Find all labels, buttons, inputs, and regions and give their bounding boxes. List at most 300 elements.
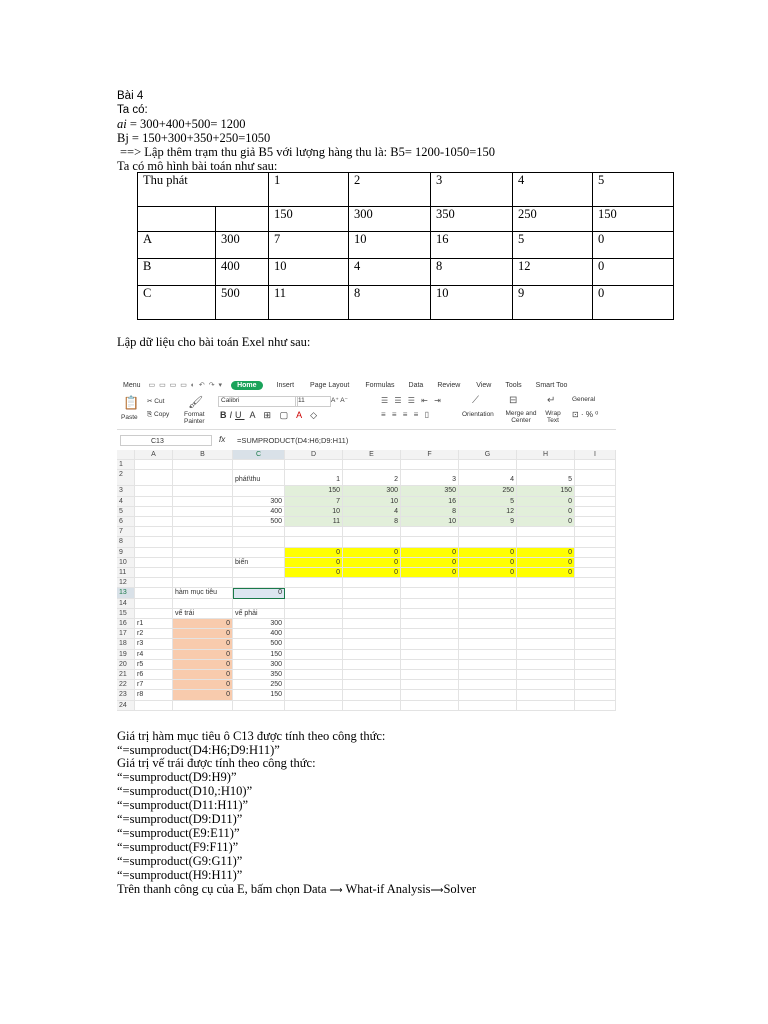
cell-h8[interactable] (517, 537, 575, 547)
cell-d20[interactable] (285, 660, 343, 670)
cell-e24[interactable] (343, 701, 401, 711)
row-header[interactable]: 9 (117, 548, 135, 558)
cell-b1[interactable] (173, 460, 233, 470)
cell-h4[interactable]: 0 (517, 497, 575, 507)
cell-d23[interactable] (285, 690, 343, 700)
cell-f6[interactable]: 10 (401, 517, 459, 527)
cell-c13[interactable]: 0 (233, 588, 285, 598)
tab-insert[interactable]: Insert (276, 381, 295, 389)
cell-d17[interactable] (285, 629, 343, 639)
cell-h17[interactable] (517, 629, 575, 639)
cell-e10[interactable]: 0 (343, 558, 401, 568)
tab-formulas[interactable]: Formulas (365, 381, 395, 389)
cell-g3[interactable]: 250 (459, 486, 517, 496)
cell-i11[interactable] (575, 568, 616, 578)
fx-icon[interactable]: fx (219, 435, 226, 444)
cell-e22[interactable] (343, 680, 401, 690)
cell-c7[interactable] (233, 527, 285, 537)
cell-i10[interactable] (575, 558, 616, 568)
cell-h22[interactable] (517, 680, 575, 690)
cell-i17[interactable] (575, 629, 616, 639)
cell-h21[interactable] (517, 670, 575, 680)
cell-f7[interactable] (401, 527, 459, 537)
cell-b20[interactable]: 0 (173, 660, 233, 670)
cell-d2[interactable]: 1 (285, 470, 343, 486)
cell-a2[interactable] (135, 470, 173, 486)
row-header[interactable]: 17 (117, 629, 135, 639)
cell-d24[interactable] (285, 701, 343, 711)
cell-g14[interactable] (459, 599, 517, 609)
cell-i22[interactable] (575, 680, 616, 690)
row-header[interactable]: 16 (117, 619, 135, 629)
row-header[interactable]: 11 (117, 568, 135, 578)
cell-h16[interactable] (517, 619, 575, 629)
cell-i2[interactable] (575, 470, 616, 486)
cell-a3[interactable] (135, 486, 173, 496)
row-header[interactable]: 18 (117, 639, 135, 649)
cell-f23[interactable] (401, 690, 459, 700)
row-header[interactable]: 4 (117, 497, 135, 507)
cell-h3[interactable]: 150 (517, 486, 575, 496)
cell-a21[interactable]: r6 (135, 670, 173, 680)
cell-i1[interactable] (575, 460, 616, 470)
cell-e9[interactable]: 0 (343, 548, 401, 558)
cell-g1[interactable] (459, 460, 517, 470)
row-header[interactable]: 13 (117, 588, 135, 598)
row-header[interactable]: 15 (117, 609, 135, 619)
cell-f15[interactable] (401, 609, 459, 619)
cell-d22[interactable] (285, 680, 343, 690)
cell-h13[interactable] (517, 588, 575, 598)
cell-h10[interactable]: 0 (517, 558, 575, 568)
cell-f20[interactable] (401, 660, 459, 670)
cell-c3[interactable] (233, 486, 285, 496)
cell-h23[interactable] (517, 690, 575, 700)
cell-b16[interactable]: 0 (173, 619, 233, 629)
row-header[interactable]: 14 (117, 599, 135, 609)
copy-label: Copy (154, 411, 170, 418)
number-format-icons[interactable]: ⊡ · % ⁰ (572, 410, 599, 419)
cell-f13[interactable] (401, 588, 459, 598)
cell-a19[interactable]: r4 (135, 650, 173, 660)
cell-d16[interactable] (285, 619, 343, 629)
cell-i5[interactable] (575, 507, 616, 517)
orientation-button[interactable]: Orientation (462, 411, 494, 418)
paste-icon[interactable]: 📋 (123, 395, 140, 410)
cell-i14[interactable] (575, 599, 616, 609)
row-header[interactable]: 12 (117, 578, 135, 588)
cell-f1[interactable] (401, 460, 459, 470)
cell-b14[interactable] (173, 599, 233, 609)
cell-h5[interactable]: 0 (517, 507, 575, 517)
cell-i13[interactable] (575, 588, 616, 598)
cell-i12[interactable] (575, 578, 616, 588)
cell-f16[interactable] (401, 619, 459, 629)
tab-smart-tools[interactable]: Smart Too (535, 381, 568, 389)
cell-f21[interactable] (401, 670, 459, 680)
cell-a5[interactable] (135, 507, 173, 517)
tab-page-layout[interactable]: Page Layout (310, 381, 350, 389)
cell-e21[interactable] (343, 670, 401, 680)
cell-a7[interactable] (135, 527, 173, 537)
cell-a1[interactable] (135, 460, 173, 470)
column-header-h[interactable]: H (517, 450, 575, 460)
cell-d1[interactable] (285, 460, 343, 470)
cell-d4[interactable]: 7 (285, 497, 343, 507)
cell-a8[interactable] (135, 537, 173, 547)
cell-b23[interactable]: 0 (173, 690, 233, 700)
wrap-text-button[interactable]: Wrap Text (545, 410, 561, 424)
cell-e20[interactable] (343, 660, 401, 670)
cell-c8[interactable] (233, 537, 285, 547)
cell-g23[interactable] (459, 690, 517, 700)
model-row (138, 207, 674, 232)
format-painter-icon[interactable]: 🖌 (188, 395, 204, 409)
copy-button[interactable] (147, 411, 169, 419)
cell-f3[interactable]: 350 (401, 486, 459, 496)
cell-f17[interactable] (401, 629, 459, 639)
align-top-icons[interactable]: ☰ ☰ ☰ ⇤ ⇥ (381, 396, 443, 405)
tab-review[interactable]: Review (437, 381, 461, 389)
cell-b2[interactable] (173, 470, 233, 486)
cell-g8[interactable] (459, 537, 517, 547)
model-cell: 9 (513, 286, 593, 320)
cell-g10[interactable]: 0 (459, 558, 517, 568)
cell-c14[interactable] (233, 599, 285, 609)
cell-d18[interactable] (285, 639, 343, 649)
cell-h20[interactable] (517, 660, 575, 670)
cell-f9[interactable]: 0 (401, 548, 459, 558)
cell-a15[interactable] (135, 609, 173, 619)
cell-e2[interactable]: 2 (343, 470, 401, 486)
model-cell (138, 207, 216, 232)
cell-f10[interactable]: 0 (401, 558, 459, 568)
cell-b9[interactable] (173, 548, 233, 558)
column-header-a[interactable]: A (135, 450, 173, 460)
cell-b10[interactable] (173, 558, 233, 568)
cell-b4[interactable] (173, 497, 233, 507)
cell-b18[interactable]: 0 (173, 639, 233, 649)
cell-g16[interactable] (459, 619, 517, 629)
cell-a14[interactable] (135, 599, 173, 609)
formula-bar (117, 434, 616, 448)
cut-button[interactable] (147, 397, 164, 405)
font-style-buttons[interactable]: BIU A ⊞ ▢ A ◇ (220, 410, 321, 420)
column-header-b[interactable]: B (173, 450, 233, 460)
format-painter-button[interactable]: Format Painter (184, 411, 205, 425)
cell-h7[interactable] (517, 527, 575, 537)
row-header[interactable]: 22 (117, 680, 135, 690)
cell-g21[interactable] (459, 670, 517, 680)
wrap-icon[interactable]: ↵ (547, 395, 556, 406)
cell-g20[interactable] (459, 660, 517, 670)
cell-i21[interactable] (575, 670, 616, 680)
cell-e16[interactable] (343, 619, 401, 629)
left-side-note: Giá trị vế trái được tính theo công thức: (117, 756, 316, 770)
cell-c22[interactable]: 250 (233, 680, 285, 690)
cell-b21[interactable]: 0 (173, 670, 233, 680)
column-header-d[interactable]: D (285, 450, 343, 460)
cell-i7[interactable] (575, 527, 616, 537)
column-header-c[interactable]: C (233, 450, 285, 460)
column-header-i[interactable]: I (575, 450, 616, 460)
cell-i20[interactable] (575, 660, 616, 670)
cell-f19[interactable] (401, 650, 459, 660)
cell-e13[interactable] (343, 588, 401, 598)
cell-d9[interactable]: 0 (285, 548, 343, 558)
cell-h24[interactable] (517, 701, 575, 711)
cell-i6[interactable] (575, 517, 616, 527)
font-grow-shrink-icons[interactable]: A⁺ A⁻ (331, 397, 348, 404)
cell-h19[interactable] (517, 650, 575, 660)
cell-g17[interactable] (459, 629, 517, 639)
model-cell: 8 (349, 286, 431, 320)
cell-a13[interactable] (135, 588, 173, 598)
cell-f8[interactable] (401, 537, 459, 547)
cell-b7[interactable] (173, 527, 233, 537)
cell-i18[interactable] (575, 639, 616, 649)
cell-c17[interactable]: 400 (233, 629, 285, 639)
cell-b5[interactable] (173, 507, 233, 517)
cell-e11[interactable]: 0 (343, 568, 401, 578)
cell-f24[interactable] (401, 701, 459, 711)
cell-e7[interactable] (343, 527, 401, 537)
cell-b19[interactable]: 0 (173, 650, 233, 660)
cell-a4[interactable] (135, 497, 173, 507)
row-header[interactable]: 5 (117, 507, 135, 517)
cell-g22[interactable] (459, 680, 517, 690)
number-format-select[interactable]: General (572, 396, 596, 403)
cell-i8[interactable] (575, 537, 616, 547)
formula-line: “=sumproduct(D9:H9)” (117, 770, 237, 784)
row-header[interactable]: 3 (117, 486, 135, 496)
row-header[interactable]: 1 (117, 460, 135, 470)
cell-i24[interactable] (575, 701, 616, 711)
cell-d11[interactable]: 0 (285, 568, 343, 578)
cell-h15[interactable] (517, 609, 575, 619)
sheet-row-3 (117, 486, 616, 496)
column-header-e[interactable]: E (343, 450, 401, 460)
cell-c2[interactable]: phát\thu (233, 470, 285, 486)
cell-g19[interactable] (459, 650, 517, 660)
row-header[interactable]: 19 (117, 650, 135, 660)
row-header[interactable]: 10 (117, 558, 135, 568)
cell-c15[interactable]: vế phải (233, 609, 285, 619)
cell-f4[interactable]: 16 (401, 497, 459, 507)
cell-e4[interactable]: 10 (343, 497, 401, 507)
cell-c20[interactable]: 300 (233, 660, 285, 670)
cell-d6[interactable]: 11 (285, 517, 343, 527)
cell-d13[interactable] (285, 588, 343, 598)
cell-g12[interactable] (459, 578, 517, 588)
cell-f22[interactable] (401, 680, 459, 690)
cell-d12[interactable] (285, 578, 343, 588)
cell-f14[interactable] (401, 599, 459, 609)
paste-button[interactable]: Paste (121, 414, 138, 421)
cell-g11[interactable]: 0 (459, 568, 517, 578)
model-cell: 500 (216, 286, 269, 320)
cell-g4[interactable]: 5 (459, 497, 517, 507)
merge-icon[interactable]: ⊟ (509, 395, 518, 406)
column-header-g[interactable]: G (459, 450, 517, 460)
cell-c23[interactable]: 150 (233, 690, 285, 700)
cell-c19[interactable]: 150 (233, 650, 285, 660)
quick-access-icons[interactable]: ▭ ▭ ▭ ▭ ◐ ↶ ↷ ▾ (148, 382, 224, 389)
cell-d14[interactable] (285, 599, 343, 609)
row-header[interactable]: 8 (117, 537, 135, 547)
cell-c18[interactable]: 500 (233, 639, 285, 649)
row-header[interactable]: 21 (117, 670, 135, 680)
cell-a10[interactable] (135, 558, 173, 568)
model-cell: 150 (593, 207, 674, 232)
cell-b17[interactable]: 0 (173, 629, 233, 639)
cell-h2[interactable]: 5 (517, 470, 575, 486)
font-family-select[interactable]: Calibri (218, 396, 298, 407)
cell-i9[interactable] (575, 548, 616, 558)
cell-c11[interactable] (233, 568, 285, 578)
cell-d21[interactable] (285, 670, 343, 680)
cell-c24[interactable] (233, 701, 285, 711)
cell-b6[interactable] (173, 517, 233, 527)
cell-i15[interactable] (575, 609, 616, 619)
cell-e3[interactable]: 300 (343, 486, 401, 496)
tab-tools[interactable]: Tools (505, 381, 522, 389)
cell-b13[interactable]: hàm mục tiêu (173, 588, 233, 598)
cell-c9[interactable] (233, 548, 285, 558)
cell-g6[interactable]: 9 (459, 517, 517, 527)
cell-b11[interactable] (173, 568, 233, 578)
cell-a11[interactable] (135, 568, 173, 578)
model-cell: 8 (431, 259, 513, 286)
cell-c6[interactable]: 500 (233, 517, 285, 527)
formula-input[interactable]: =SUMPRODUCT(D4:H6;D9:H11) (237, 436, 349, 445)
orientation-icon[interactable]: ⟋ (472, 395, 479, 406)
cell-c5[interactable]: 400 (233, 507, 285, 517)
cell-b22[interactable]: 0 (173, 680, 233, 690)
cell-g2[interactable]: 4 (459, 470, 517, 486)
cell-a20[interactable]: r5 (135, 660, 173, 670)
row-header[interactable]: 20 (117, 660, 135, 670)
cell-e6[interactable]: 8 (343, 517, 401, 527)
cell-h9[interactable]: 0 (517, 548, 575, 558)
cell-d7[interactable] (285, 527, 343, 537)
cell-d10[interactable]: 0 (285, 558, 343, 568)
tab-home[interactable]: Home (231, 381, 262, 390)
column-header-f[interactable]: F (401, 450, 459, 460)
cell-h12[interactable] (517, 578, 575, 588)
tab-view[interactable]: View (476, 381, 492, 389)
ai-sum-line (117, 117, 246, 131)
cell-a12[interactable] (135, 578, 173, 588)
cell-d5[interactable]: 10 (285, 507, 343, 517)
cell-g5[interactable]: 12 (459, 507, 517, 517)
cell-e5[interactable]: 4 (343, 507, 401, 517)
cell-g7[interactable] (459, 527, 517, 537)
cell-i16[interactable] (575, 619, 616, 629)
cell-e15[interactable] (343, 609, 401, 619)
cell-b24[interactable] (173, 701, 233, 711)
menu-item[interactable]: Menu (123, 381, 141, 389)
cell-a6[interactable] (135, 517, 173, 527)
tab-data[interactable]: Data (408, 381, 424, 389)
cell-f5[interactable]: 8 (401, 507, 459, 517)
cell-e1[interactable] (343, 460, 401, 470)
cell-h18[interactable] (517, 639, 575, 649)
cell-d15[interactable] (285, 609, 343, 619)
cell-e14[interactable] (343, 599, 401, 609)
cell-f11[interactable]: 0 (401, 568, 459, 578)
select-all-corner[interactable] (117, 450, 135, 460)
cell-a24[interactable] (135, 701, 173, 711)
cell-b15[interactable]: vế trái (173, 609, 233, 619)
cell-f2[interactable]: 3 (401, 470, 459, 486)
cell-a23[interactable]: r8 (135, 690, 173, 700)
model-cell: 250 (513, 207, 593, 232)
cell-e12[interactable] (343, 578, 401, 588)
cell-h6[interactable]: 0 (517, 517, 575, 527)
cell-c16[interactable]: 300 (233, 619, 285, 629)
cell-c12[interactable] (233, 578, 285, 588)
cell-g15[interactable] (459, 609, 517, 619)
cell-a22[interactable]: r7 (135, 680, 173, 690)
cell-c1[interactable] (233, 460, 285, 470)
cell-g24[interactable] (459, 701, 517, 711)
cell-i3[interactable] (575, 486, 616, 496)
row-header[interactable]: 24 (117, 701, 135, 711)
cell-b3[interactable] (173, 486, 233, 496)
cell-g13[interactable] (459, 588, 517, 598)
merge-center-button[interactable]: Merge and Center (505, 410, 537, 424)
cell-b12[interactable] (173, 578, 233, 588)
cell-a17[interactable]: r2 (135, 629, 173, 639)
cell-c10[interactable]: biến (233, 558, 285, 568)
cell-g18[interactable] (459, 639, 517, 649)
name-box[interactable]: C13 (120, 435, 212, 446)
cell-d3[interactable]: 150 (285, 486, 343, 496)
arrow-icon: ⟶ (329, 885, 343, 895)
cell-b8[interactable] (173, 537, 233, 547)
cell-i19[interactable] (575, 650, 616, 660)
cell-g9[interactable]: 0 (459, 548, 517, 558)
cell-f12[interactable] (401, 578, 459, 588)
row-header[interactable]: 23 (117, 690, 135, 700)
row-header[interactable]: 2 (117, 470, 135, 486)
cell-h11[interactable]: 0 (517, 568, 575, 578)
cell-c21[interactable]: 350 (233, 670, 285, 680)
align-bottom-icons[interactable]: ≡ ≡ ≡ ≡ ▯ (381, 410, 431, 419)
row-header[interactable]: 6 (117, 517, 135, 527)
cell-e17[interactable] (343, 629, 401, 639)
cell-h14[interactable] (517, 599, 575, 609)
cell-f18[interactable] (401, 639, 459, 649)
cell-e8[interactable] (343, 537, 401, 547)
cell-d19[interactable] (285, 650, 343, 660)
cell-i4[interactable] (575, 497, 616, 507)
cell-c4[interactable]: 300 (233, 497, 285, 507)
cell-e23[interactable] (343, 690, 401, 700)
cell-a16[interactable]: r1 (135, 619, 173, 629)
cell-h1[interactable] (517, 460, 575, 470)
cell-e18[interactable] (343, 639, 401, 649)
cell-i23[interactable] (575, 690, 616, 700)
row-header[interactable]: 7 (117, 527, 135, 537)
cell-d8[interactable] (285, 537, 343, 547)
cell-a18[interactable]: r3 (135, 639, 173, 649)
cell-e19[interactable] (343, 650, 401, 660)
cell-a9[interactable] (135, 548, 173, 558)
font-size-select[interactable]: 11 (295, 396, 331, 407)
sheet-row-16 (117, 619, 616, 629)
